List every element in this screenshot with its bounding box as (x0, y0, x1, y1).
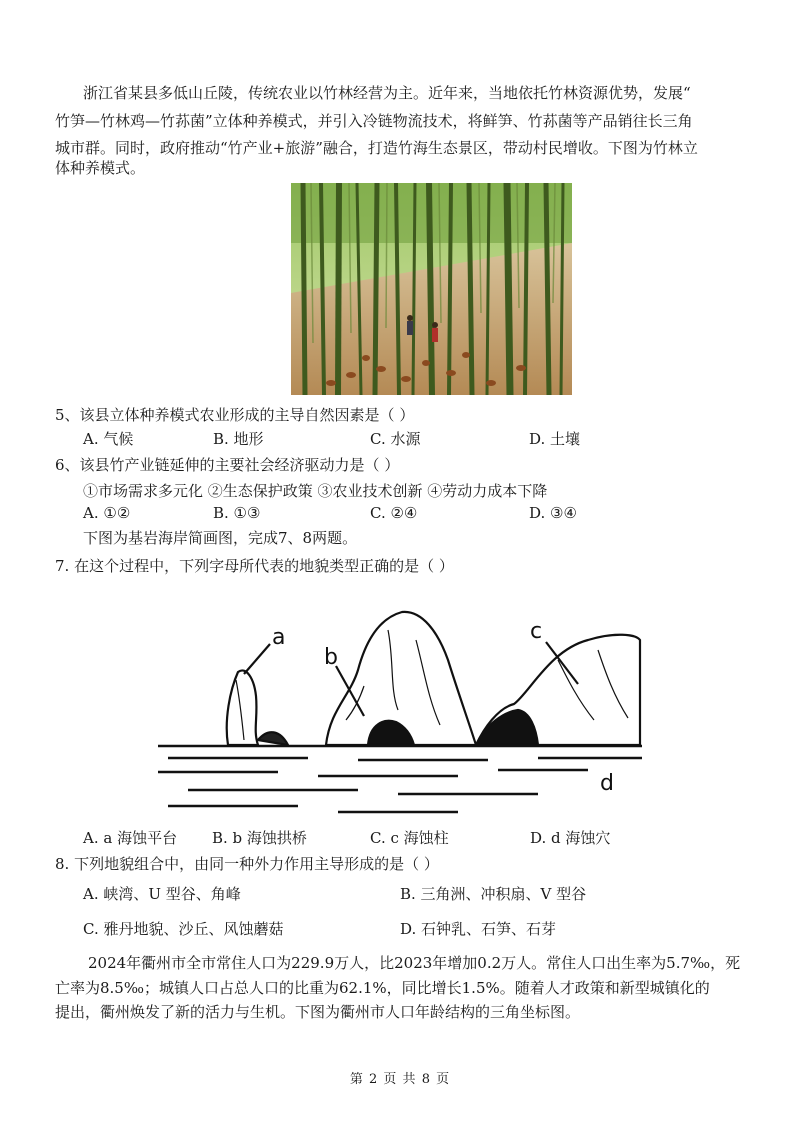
diagram-label-d: d (600, 771, 614, 796)
quzhou-line-2: 亡率为8.5‰；城镇人口占总人口的比重为62.1%，同比增长1.5%。随着人才政策和新型城镇化的 (55, 979, 710, 997)
bamboo-forest-photo (291, 183, 572, 395)
question-8-option-b[interactable]: B. 三角洲、冲积扇、V 型谷 (400, 885, 587, 903)
intro-line-2: 竹笋—竹林鸡—竹荪菌”立体种养模式，并引入冷链物流技术，将鲜笋、竹荪菌等产品销往长三角 (55, 112, 693, 130)
question-5-option-a[interactable]: A. 气候 (83, 430, 134, 448)
intro-line-1: 浙江省某县多低山丘陵，传统农业以竹林经营为主。近年来，当地依托竹林资源优势，发展“ (83, 84, 691, 102)
rocky-coast-diagram (158, 600, 642, 820)
question-6-option-b[interactable]: B. ①③ (213, 504, 261, 522)
question-7-option-b[interactable]: B. b 海蚀拱桥 (212, 829, 307, 847)
quzhou-line-3: 提出，衢州焕发了新的活力与生机。下图为衢州市人口年龄结构的三角坐标图。 (55, 1003, 581, 1021)
question-7-stem: 7. 在这个过程中，下列字母所代表的地貌类型正确的是（ ） (55, 557, 454, 575)
question-7-option-c[interactable]: C. c 海蚀柱 (370, 829, 449, 847)
question-6-option-d[interactable]: D. ③④ (529, 504, 577, 522)
quzhou-line-1: 2024年衢州市全市常住人口为229.9万人，比2023年增加0.2万人。常住人口出生率为5.7‰，死 (88, 954, 741, 972)
coast-diagram-intro: 下图为基岩海岸简画图，完成7、8两题。 (83, 529, 358, 547)
question-7-option-a[interactable]: A. a 海蚀平台 (83, 829, 178, 847)
diagram-label-a: a (272, 625, 286, 650)
intro-line-4: 体种养模式。 (55, 159, 146, 177)
intro-line-3: 城市群。同时，政府推动“竹产业+旅游”融合，打造竹海生态景区，带动村民增收。下图为竹林立 (55, 139, 698, 157)
question-6-stem: 6、该县竹产业链延伸的主要社会经济驱动力是（ ） (55, 456, 400, 474)
diagram-label-b: b (324, 645, 338, 670)
diagram-label-c: c (530, 619, 543, 644)
question-5-option-c[interactable]: C. 水源 (370, 430, 421, 448)
question-6-option-c[interactable]: C. ②④ (370, 504, 418, 522)
question-6-factors: ①市场需求多元化 ②生态保护政策 ③农业技术创新 ④劳动力成本下降 (83, 482, 548, 500)
question-8-option-a[interactable]: A. 峡湾、U 型谷、角峰 (83, 885, 241, 903)
question-5-stem: 5、该县立体种养模式农业形成的主导自然因素是（ ） (55, 406, 415, 424)
question-6-option-a[interactable]: A. ①② (83, 504, 131, 522)
question-8-option-d[interactable]: D. 石钟乳、石笋、石芽 (400, 920, 557, 938)
question-5-option-b[interactable]: B. 地形 (213, 430, 264, 448)
question-7-option-d[interactable]: D. d 海蚀穴 (530, 829, 611, 847)
page-number-footer: 第 2 页 共 8 页 (349, 1072, 451, 1087)
question-8-option-c[interactable]: C. 雅丹地貌、沙丘、风蚀蘑菇 (83, 920, 284, 938)
question-8-stem: 8. 下列地貌组合中，由同一种外力作用主导形成的是（ ） (55, 855, 439, 873)
question-5-option-d[interactable]: D. 土壤 (529, 430, 581, 448)
